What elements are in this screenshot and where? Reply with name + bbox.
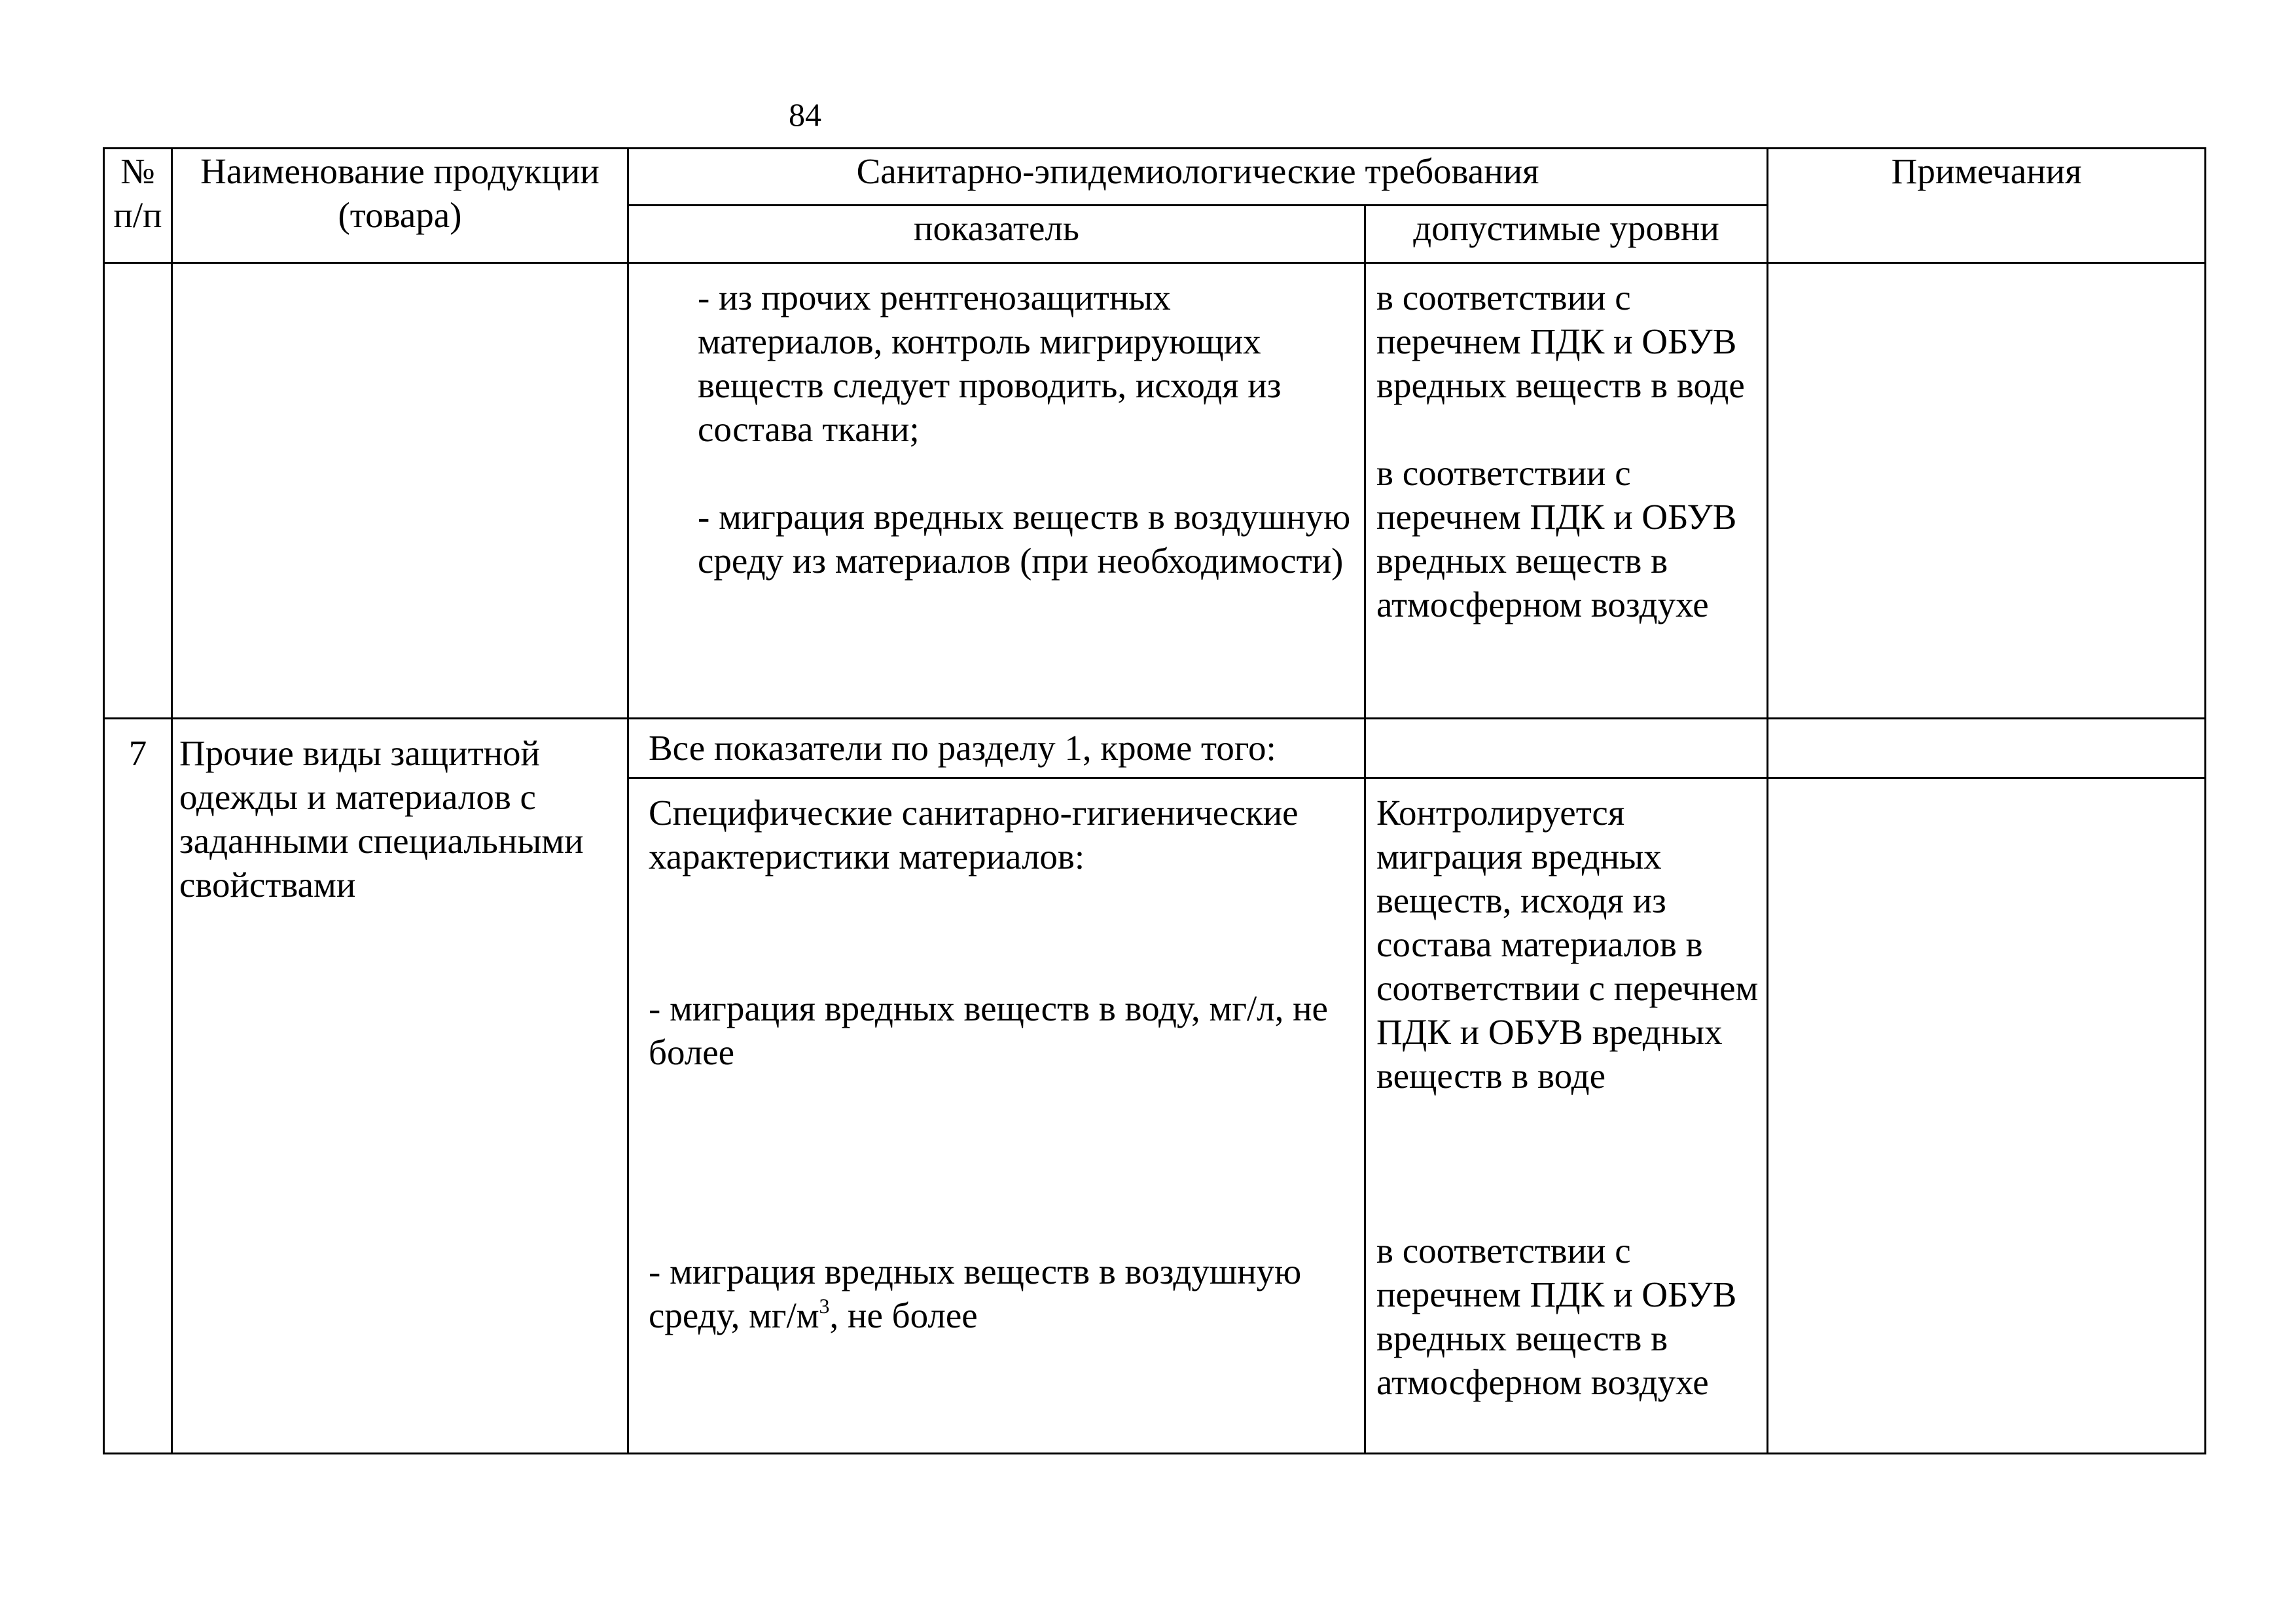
indicator-text: - миграция вредных веществ в воздушную среду, $мг/м^3$, не более: [649, 1252, 1302, 1335]
indicator-text: Специфические санитарно-гигиенические характеристики материалов:: [649, 793, 1299, 876]
cell-product-name: Прочие виды защитной одежды и материалов с заданными специальными свойствами: [172, 719, 628, 1454]
page-number: 84: [789, 96, 821, 133]
cell-notes-empty: [1768, 719, 2206, 778]
cell-level: [1365, 778, 1768, 1454]
cell-notes-empty: [1768, 263, 2206, 719]
indicator-text: - миграция вредных веществ в воду, мг/л, не более: [649, 988, 1328, 1072]
indicator-text: - миграция вредных веществ в воздушную среду из материалов (при необходимости): [698, 497, 1351, 581]
header-num: № п/п: [104, 149, 172, 263]
cell-notes-empty: [1768, 778, 2206, 1454]
table-row-continuation: [104, 263, 2206, 719]
level-text: Контролируется миграция вредных веществ, исходя из состава материалов в соответствии с перечнем ПДК и ОБУВ вредных веществ в воде: [1376, 793, 1759, 1096]
level-text: в соответствии с перечнем ПДК и ОБУВ вредных веществ в атмосферном воздухе: [1376, 453, 1737, 624]
level-text: в соответствии с перечнем ПДК и ОБУВ вредных веществ в воде: [1376, 278, 1745, 405]
header-indicator: показатель: [628, 206, 1365, 263]
cell-row-number: 7: [104, 719, 172, 1454]
header-product-name: Наименование продукции (товара): [172, 149, 628, 263]
level-text: в соответствии с перечнем ПДК и ОБУВ вредных веществ в атмосферном воздухе: [1376, 1231, 1737, 1402]
header-levels: допустимые уровни: [1365, 206, 1768, 263]
cell-num-empty: [104, 263, 172, 719]
header-requirements: Санитарно-эпидемиологические требования: [628, 149, 1768, 206]
table-row-7: [104, 719, 2206, 778]
indicator-text: - из прочих рентгенозащитных материалов, контроль мигрирующих веществ следует проводить, исходя из состава ткани;: [698, 278, 1282, 449]
header-row-1: [104, 149, 2206, 206]
requirements-table: [103, 147, 2206, 1454]
cell-indicator: [628, 263, 1365, 719]
cell-indicator: Все показатели по разделу 1, кроме того:: [628, 719, 1365, 778]
cell-level: [1365, 263, 1768, 719]
cell-level-empty: [1365, 719, 1768, 778]
header-notes: Примечания: [1768, 149, 2206, 263]
cell-indicator: [628, 778, 1365, 1454]
cell-name-empty: [172, 263, 628, 719]
